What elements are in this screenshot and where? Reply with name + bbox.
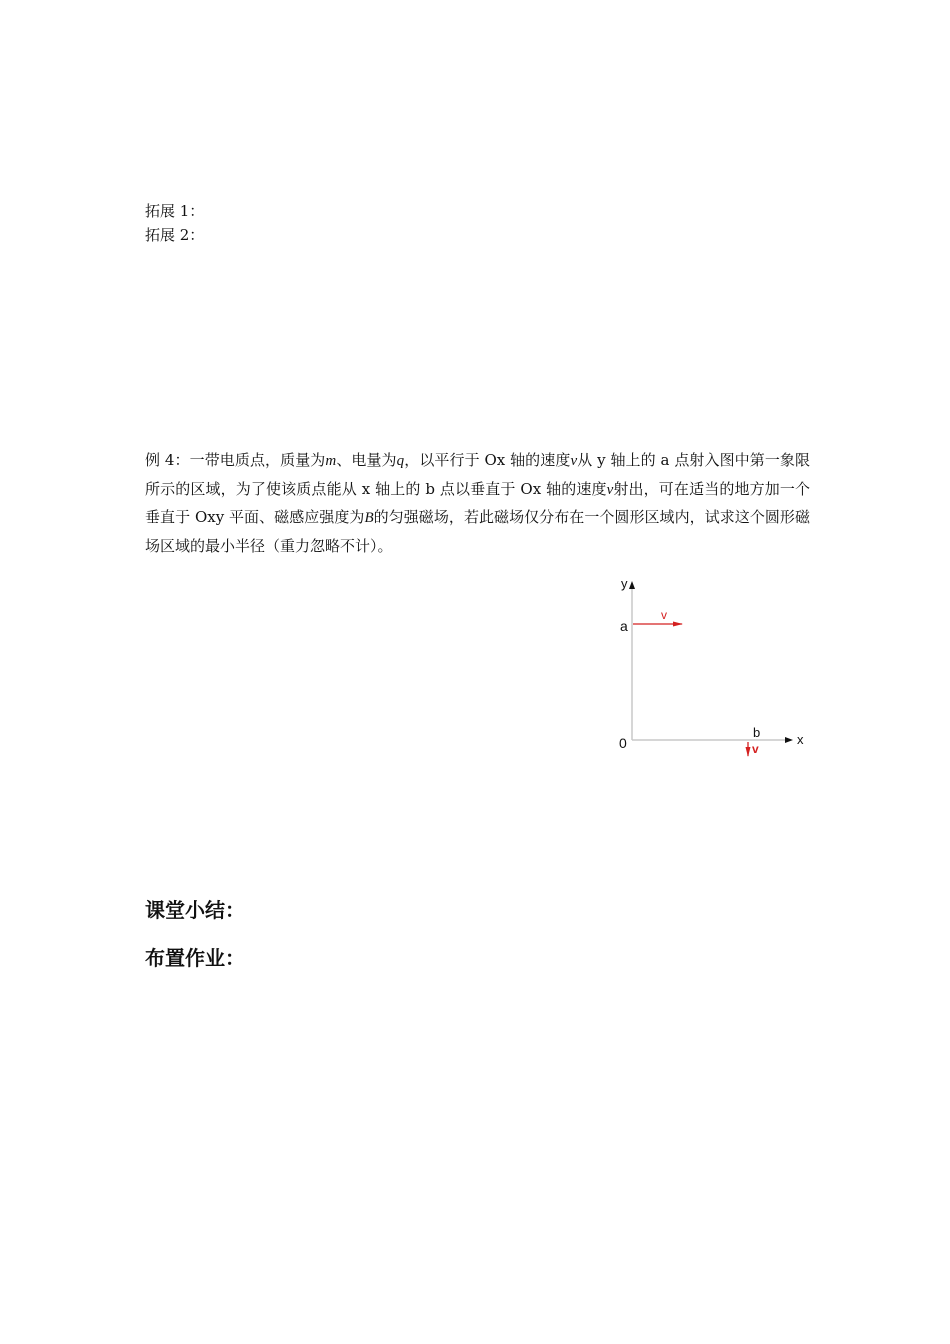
example-text: 的匀强磁场，若此磁场仅分布在一个圆形区域内，试求这个圆形磁场区域的最小半径（重力忽略不计）。 — [145, 508, 810, 555]
example-4-paragraph — [145, 447, 810, 560]
example-text: 、电量为 — [336, 451, 397, 469]
velocity-symbol: v — [570, 453, 578, 469]
example-text: 射出，可在适当的地方加一个垂直于 Oxy 平面、磁感应强度为 — [145, 479, 810, 526]
x-axis-arrowhead — [785, 737, 793, 743]
example-text: ，以平行于 Ox 轴的速度 — [404, 451, 571, 469]
point-a-label: a — [620, 618, 628, 634]
charge-symbol: q — [396, 453, 405, 469]
point-b-label: b — [753, 725, 761, 740]
class-summary-heading: 课堂小结： — [145, 898, 245, 922]
coordinate-diagram — [600, 572, 820, 767]
field-symbol: B — [364, 510, 374, 526]
velocity-label-bottom: v — [752, 742, 759, 756]
origin-label: 0 — [619, 735, 627, 751]
extension-2-label: 拓展 2： — [145, 226, 205, 244]
velocity-label-top: v — [661, 608, 667, 622]
homework-heading: 布置作业： — [145, 946, 245, 970]
velocity-symbol: v — [606, 481, 614, 498]
example-text: 从 y 轴上的 a 点射入图中第一象限所示的区域，为了使该质点能从 x 轴上的 b 点以垂直于 Ox 轴的速度 — [145, 451, 810, 498]
x-axis-label: x — [797, 732, 804, 747]
y-axis-arrowhead — [629, 581, 635, 589]
example-text: 例 4：一带电质点，质量为 — [145, 451, 326, 469]
mass-symbol: m — [325, 453, 337, 469]
y-axis-label: y — [621, 576, 628, 591]
extension-1-label: 拓展 1： — [145, 202, 205, 220]
